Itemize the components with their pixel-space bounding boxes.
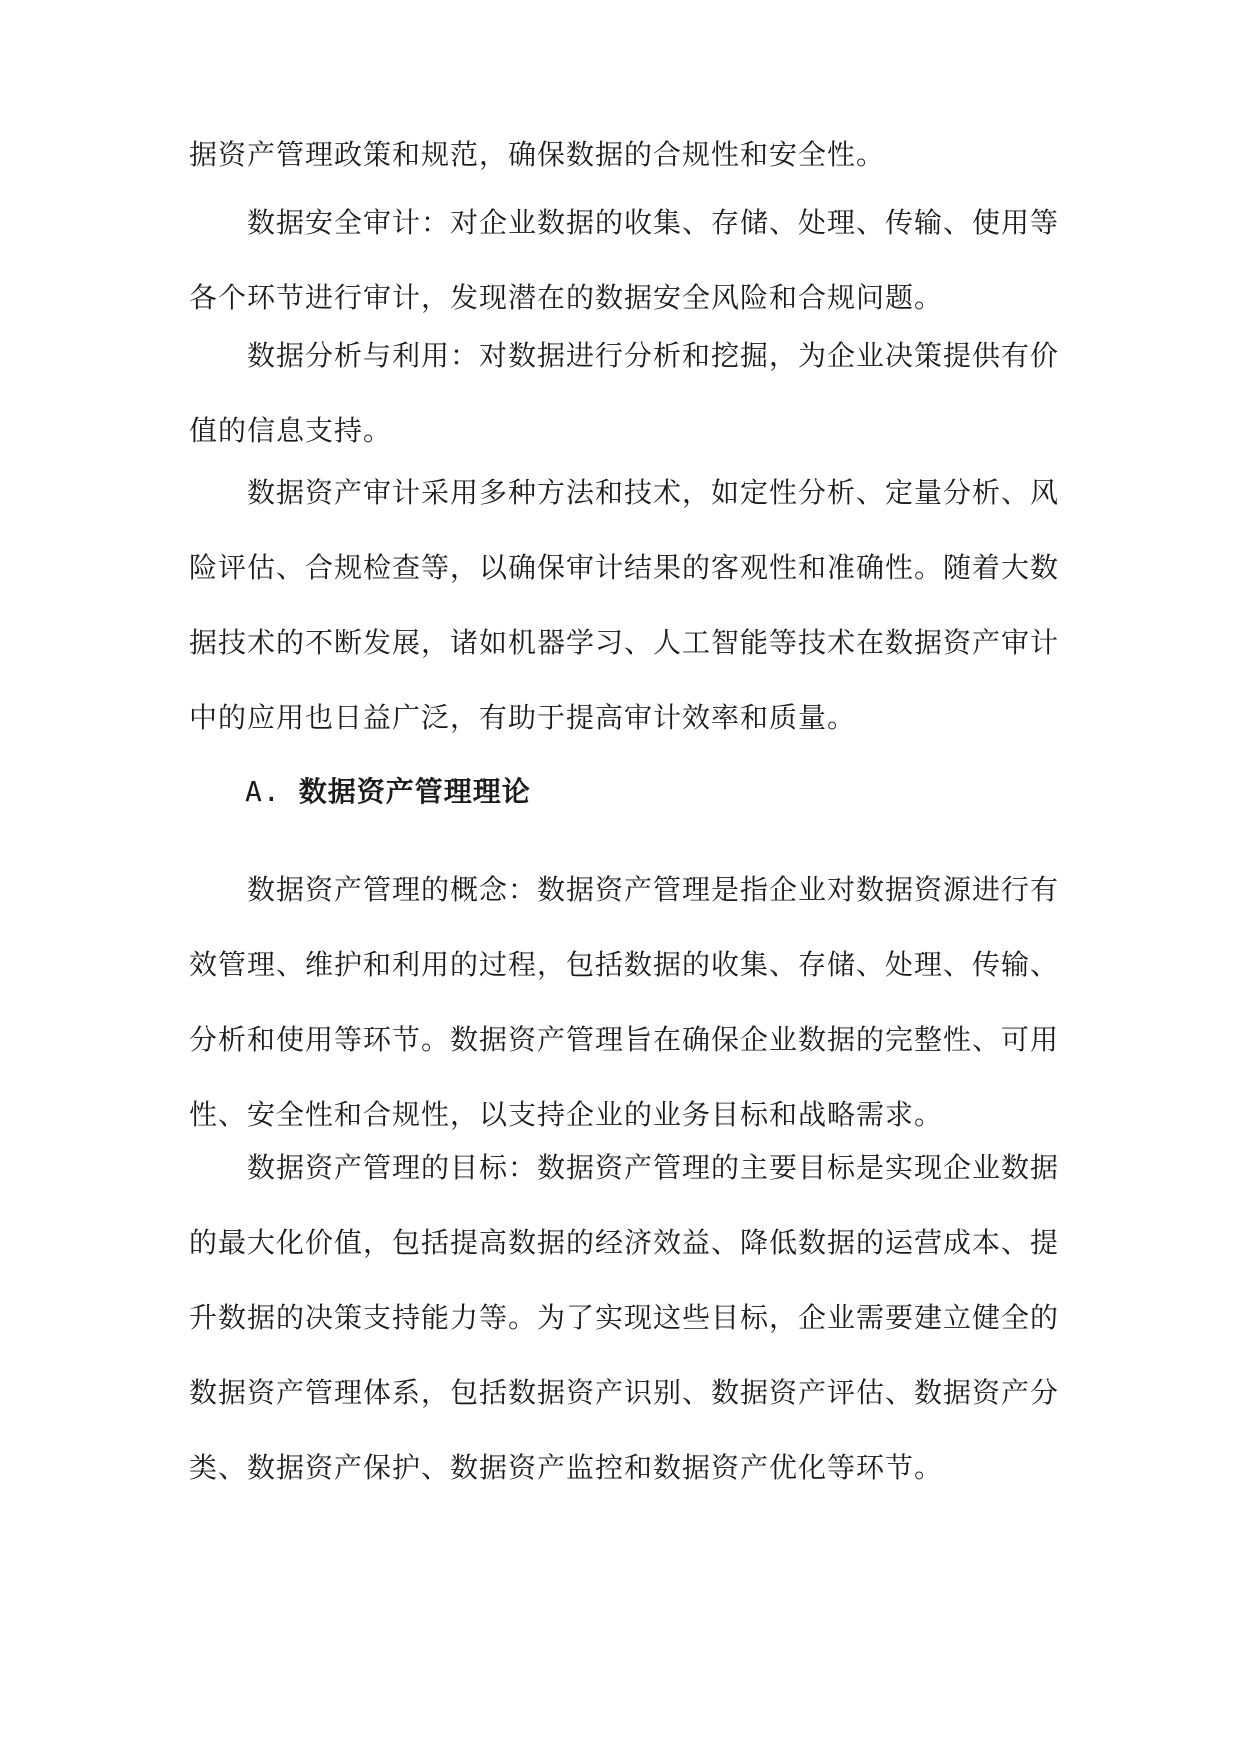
text-line: 数据资产审计采用多种方法和技术，如定性分析、定量分析、风 xyxy=(247,476,1060,509)
text-line: 据技术的不断发展，诸如机器学习、人工智能等技术在数据资产审计 xyxy=(189,626,1060,659)
section-title: 数据资产管理理论 xyxy=(298,775,531,808)
section-number: A. xyxy=(245,775,281,808)
text-line: 数据安全审计：对企业数据的收集、存储、处理、传输、使用等 xyxy=(247,206,1060,239)
paragraph-data-analysis xyxy=(189,318,1069,468)
text-line: 数据资产管理的目标：数据资产管理的主要目标是实现企业数据 xyxy=(247,1151,1060,1184)
paragraph-data-security-audit xyxy=(189,185,1069,335)
text-line: 类、数据资产保护、数据资产监控和数据资产优化等环节。 xyxy=(189,1451,944,1484)
text-line: 中的应用也日益广泛，有助于提高审计效率和质量。 xyxy=(189,701,857,734)
text-line: 的最大化价值，包括提高数据的经济效益、降低数据的运营成本、提 xyxy=(189,1226,1060,1259)
paragraph-audit-methods xyxy=(189,455,1069,755)
paragraph-goals xyxy=(189,1130,1069,1505)
section-heading xyxy=(245,770,531,810)
paragraph-continuation xyxy=(189,117,1069,192)
text-line: 数据资产管理体系，包括数据资产识别、数据资产评估、数据资产分 xyxy=(189,1376,1060,1409)
text-line: 数据资产管理的概念：数据资产管理是指企业对数据资源进行有 xyxy=(247,873,1060,906)
text-line: 据资产管理政策和规范，确保数据的合规性和安全性。 xyxy=(189,138,886,171)
text-line: 值的信息支持。 xyxy=(189,414,393,447)
text-line: 各个环节进行审计，发现潜在的数据安全风险和合规问题。 xyxy=(189,281,944,314)
text-line: 险评估、合规检查等，以确保审计结果的客观性和准确性。随着大数 xyxy=(189,551,1060,584)
text-line: 数据分析与利用：对数据进行分析和挖掘，为企业决策提供有价 xyxy=(247,339,1060,372)
text-line: 升数据的决策支持能力等。为了实现这些目标，企业需要建立健全的 xyxy=(189,1301,1060,1334)
text-line: 分析和使用等环节。数据资产管理旨在确保企业数据的完整性、可用 xyxy=(189,1023,1060,1056)
text-line: 效管理、维护和利用的过程，包括数据的收集、存储、处理、传输、 xyxy=(189,948,1060,981)
text-line: 性、安全性和合规性，以支持企业的业务目标和战略需求。 xyxy=(189,1098,944,1131)
paragraph-concept xyxy=(189,852,1069,1152)
